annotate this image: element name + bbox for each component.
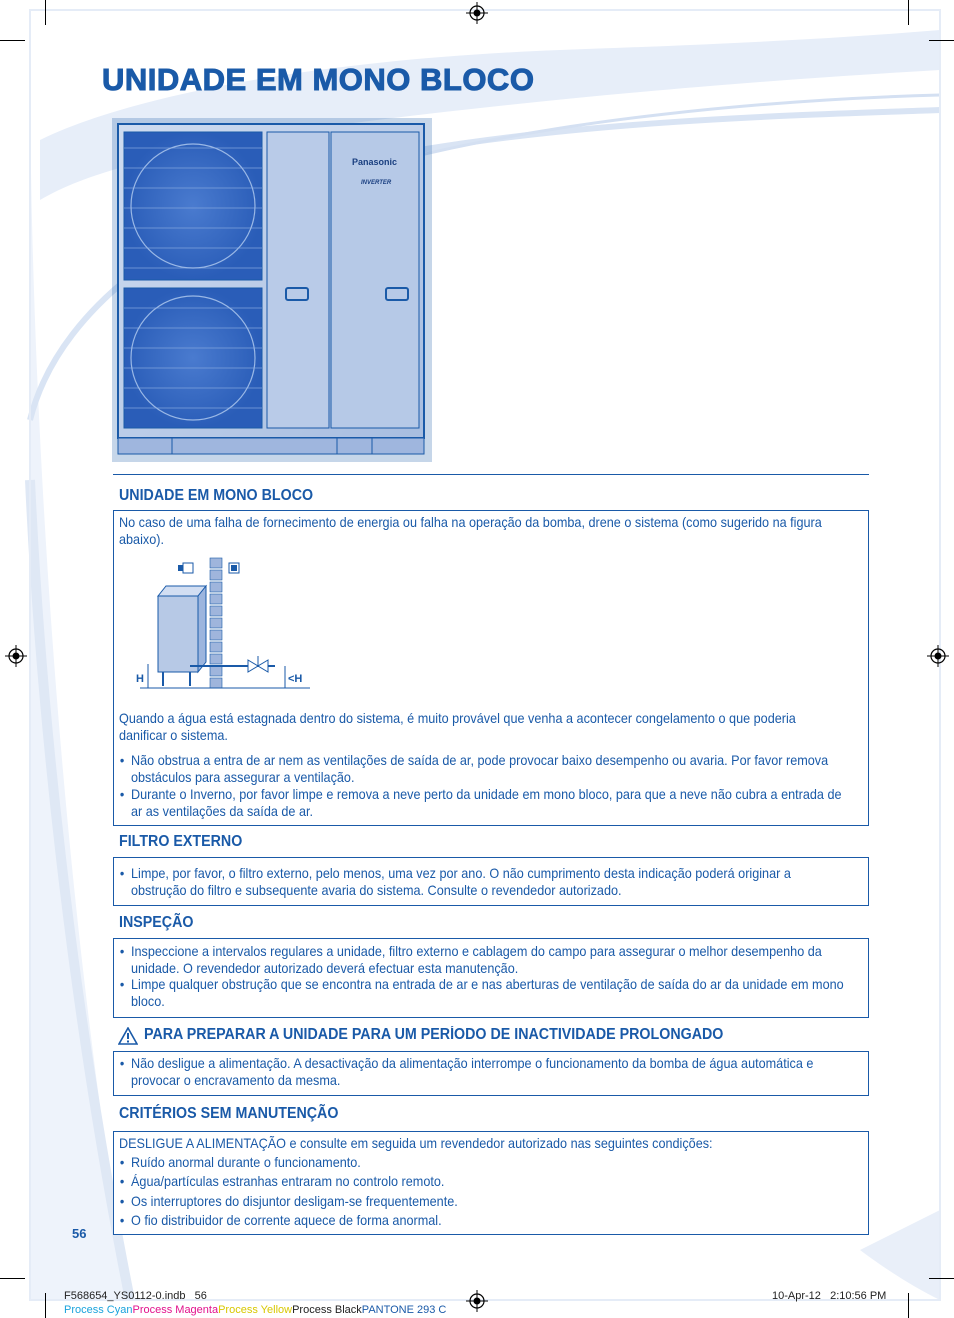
crop-mark (929, 1278, 954, 1279)
section-heading-mono: UNIDADE EM MONO BLOCO (119, 487, 314, 504)
section-heading-inactividade: PARA PREPARAR A UNIDADE PARA UM PERÍODO DE INACTIVIDADE PROLONGADO (144, 1026, 724, 1043)
mono-intro: No caso de uma falha de fornecimento de energia ou falha na operação da bomba, drene o sistema (como sugerido na figura abaixo). (119, 515, 822, 547)
inverter-badge: INVERTER (361, 180, 392, 186)
list-item: • Não desligue a alimentação. A desactivação da alimentação interrompe o funcionamento da bomba de água automática e provocar o encravamento da mesma. (119, 1056, 814, 1088)
drain-diagram (130, 556, 315, 696)
registration-mark-icon (927, 645, 949, 667)
crop-mark (908, 1293, 909, 1318)
crop-mark (0, 1278, 25, 1279)
footer-process-colors (64, 1304, 446, 1316)
list-item: • O fio distribuidor de corrente aquece de forma anormal. (119, 1213, 442, 1228)
diagram-label-lt-h: <H (288, 673, 303, 685)
list-item: • Inspeccione a intervalos regulares a unidade, filtro externo e cablagem do campo para assegurar o melhor desempenho da unidade. O revendedor autorizado deverá efectuar esta manutenção. (119, 944, 822, 976)
section-heading-criterios: CRITÉRIOS SEM MANUTENÇÃO (119, 1105, 339, 1122)
crop-mark (45, 1293, 46, 1318)
registration-mark-icon (5, 645, 27, 667)
crop-mark (45, 0, 46, 25)
crop-mark (0, 40, 25, 41)
pantone-293c: PANTONE 293 C (361, 1304, 447, 1316)
crop-mark (908, 0, 909, 25)
outdoor-unit-image (112, 118, 432, 462)
process-cyan: Process Cyan (64, 1304, 133, 1316)
section-heading-filtro: FILTRO EXTERNO (119, 833, 243, 850)
criterios-intro: DESLIGUE A ALIMENTAÇÃO e consulte em seguida um revendedor autorizado nas seguintes condições: (119, 1136, 713, 1151)
brand-logo: Panasonic (352, 157, 398, 167)
list-item: • Não obstrua a entra de ar nem as ventilações de saída de ar, pode provocar baixo desempenho ou avaria. Por favor remova obstáculos para assegurar a ventilação. (119, 753, 829, 785)
footer-file: F568654_YS0112-0.indb 56 (64, 1290, 207, 1302)
mono-para: Quando a água está estagnada dentro do sistema, é muito provável que venha a acontecer congelamento o que poderia danificar o sistema. (119, 711, 796, 743)
registration-mark-icon (466, 2, 488, 24)
list-item: • Os interruptores do disjuntor desligam-se frequentemente. (119, 1194, 458, 1209)
list-item: • Limpe qualquer obstrução que se encontra na entrada de ar e nas aberturas de ventilação de saída do ar da unidade em mono bloco. (119, 977, 844, 1009)
process-yellow: Process Yellow (218, 1304, 293, 1316)
page-title: UNIDADE EM MONO BLOCO (102, 62, 535, 97)
page-number: 56 (72, 1226, 87, 1241)
crop-mark (929, 40, 954, 41)
list-item: • Durante o Inverno, por favor limpe e remova a neve perto da unidade em mono bloco, para que a neve não cubra a entrada de ar as ventilações da saída de ar. (119, 787, 842, 819)
list-item: • Ruído anormal durante o funcionamento. (119, 1155, 361, 1170)
process-black: Process Black (292, 1304, 362, 1316)
list-item: • Água/partículas estranhas entraram no controlo remoto. (119, 1174, 445, 1189)
footer-date: 10-Apr-12 2:10:56 PM (772, 1290, 887, 1302)
diagram-label-h: H (136, 673, 144, 685)
section-divider (113, 474, 869, 475)
registration-mark-icon (466, 1290, 488, 1312)
warning-triangle-icon (118, 1027, 138, 1045)
process-magenta: Process Magenta (132, 1304, 219, 1316)
section-heading-inspecao: INSPEÇÃO (119, 914, 194, 931)
list-item: • Limpe, por favor, o filtro externo, pelo menos, uma vez por ano. O não cumprimento desta indicação poderá originar a obstrução do filtro e subsequente avaria do sistema. Consulte o revendedor autorizado. (119, 866, 791, 898)
